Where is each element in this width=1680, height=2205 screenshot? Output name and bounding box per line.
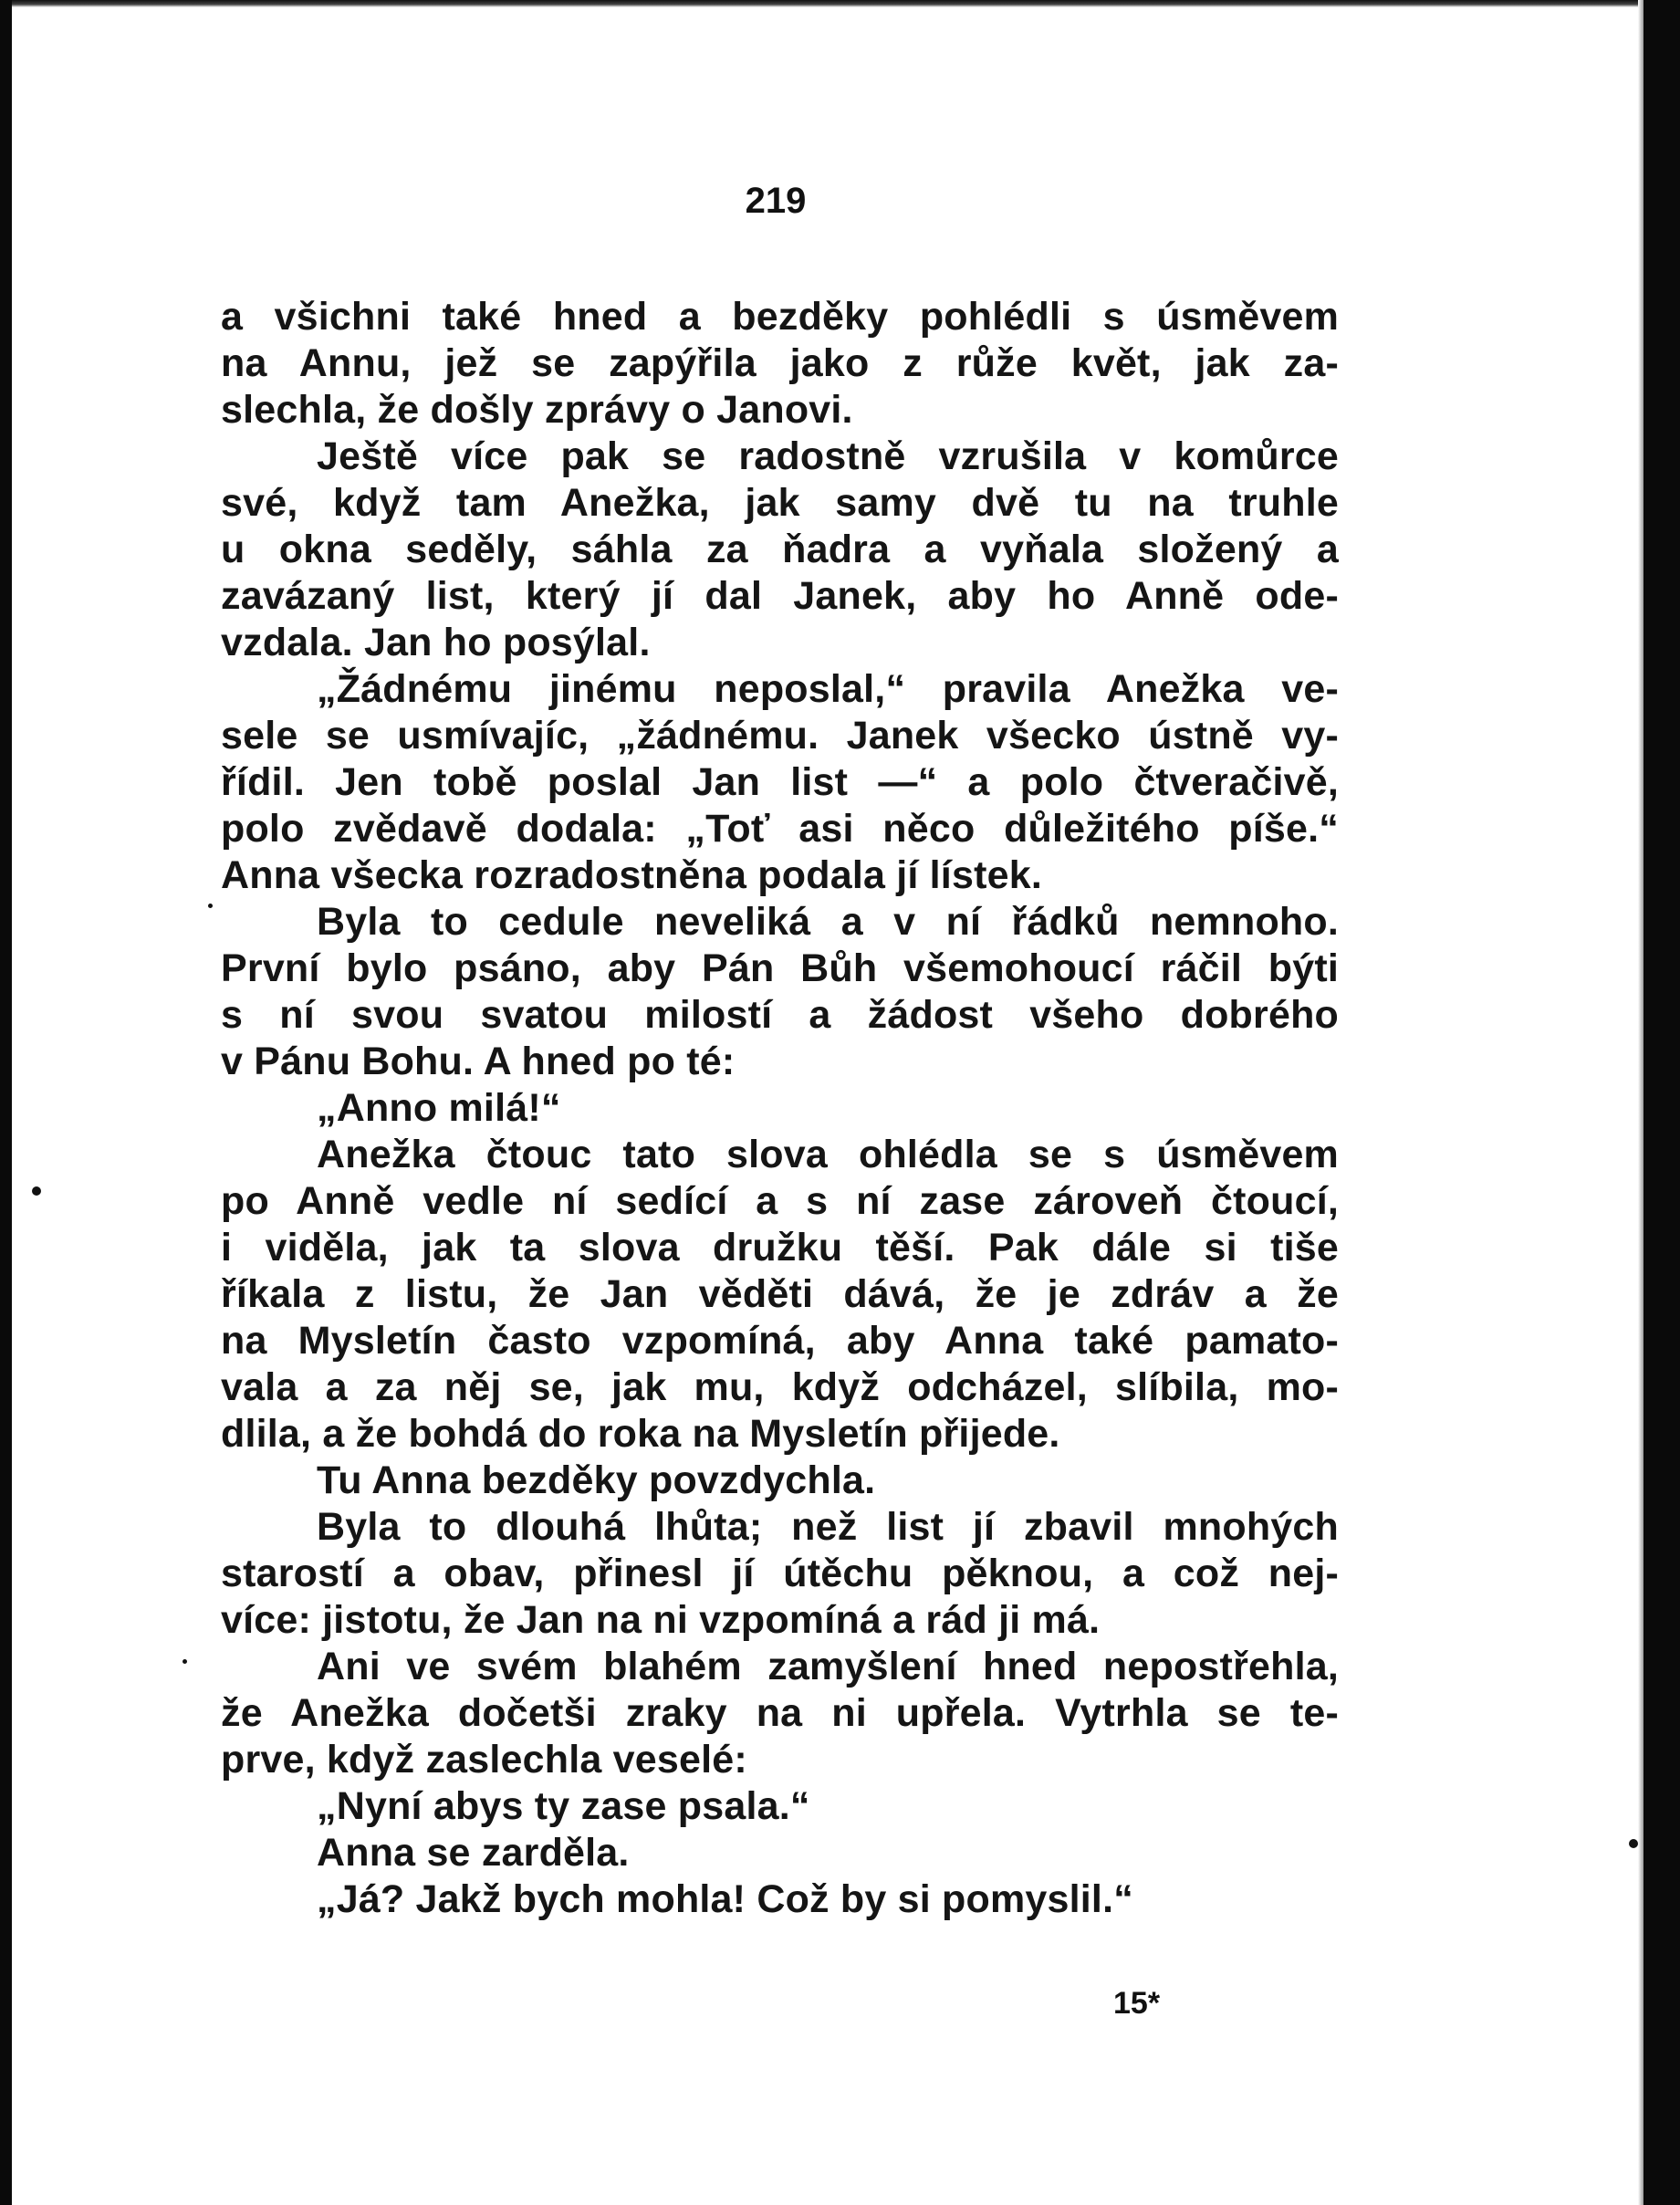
text-line: prve, když zaslechla veselé: — [221, 1738, 747, 1782]
text-line: řídil. Jen tobě poslal Jan list —“ a polo čtveračivě, — [221, 760, 1339, 804]
text-line: své, když tam Anežka, jak samy dvě tu na truhle — [221, 481, 1339, 525]
text-line: Tu Anna bezděky povzdychla. — [317, 1458, 876, 1502]
text-line: „Nyní abys ty zase psala.“ — [317, 1784, 810, 1828]
text-line: starostí a obav, přinesl jí útěchu pěknou, a což nej- — [221, 1552, 1339, 1595]
text-line: více: jistotu, že Jan na ni vzpomíná a rád ji má. — [221, 1598, 1101, 1642]
text-line: v Pánu Bohu. A hned po té: — [221, 1040, 736, 1083]
body-text — [221, 294, 1339, 1923]
text-line: dlila, a že bohdá do roka na Mysletín přijede. — [221, 1412, 1060, 1456]
text-line: Ještě více pak se radostně vzrušila v komůrce — [317, 434, 1339, 478]
page-number: 219 — [745, 181, 807, 221]
text-line: s ní svou svatou milostí a žádost všeho dobrého — [221, 993, 1339, 1037]
scan-speck — [1629, 1839, 1638, 1848]
text-line: říkala z listu, že Jan věděti dává, že je zdráv a že — [221, 1272, 1339, 1316]
text-line: i viděla, jak ta slova družku těší. Pak dále si tiše — [221, 1226, 1339, 1270]
text-line: Anežka čtouc tato slova ohlédla se s úsměvem — [317, 1133, 1339, 1176]
text-line: První bylo psáno, aby Pán Bůh všemohoucí ráčil býti — [221, 946, 1339, 990]
text-line: Byla to cedule neveliká a v ní řádků nemnoho. — [317, 900, 1339, 944]
text-line: Anna všecka rozradostněna podala jí lístek. — [221, 853, 1042, 897]
text-line: vala a za něj se, jak mu, když odcházel, slíbila, mo- — [221, 1365, 1339, 1409]
text-line: „Žádnému jinému neposlal,“ pravila Anežka ve- — [317, 667, 1339, 711]
scan-top-edge — [0, 0, 1680, 7]
text-line: slechla, že došly zprávy o Janovi. — [221, 388, 853, 432]
text-line: vzdala. Jan ho posýlal. — [221, 621, 651, 664]
text-line: Anna se zarděla. — [317, 1831, 630, 1875]
text-line: „Já? Jakž bych mohla! Což by si pomyslil.“ — [317, 1877, 1133, 1921]
signature-mark: 15* — [1113, 1986, 1161, 2021]
text-line: u okna seděly, sáhla za ňadra a vyňala složený a — [221, 528, 1339, 571]
text-line: že Anežka dočetši zraky na ni upřela. Vytrhla se te- — [221, 1691, 1339, 1735]
text-line: „Anno milá!“ — [317, 1086, 561, 1130]
text-line: polo zvědavě dodala: „Toť asi něco důležitého píše.“ — [221, 807, 1339, 851]
text-line: Byla to dlouhá lhůta; než list jí zbavil mnohých — [317, 1505, 1339, 1549]
text-line: zavázaný list, který jí dal Janek, aby ho Anně ode- — [221, 574, 1339, 618]
text-line: na Mysletín často vzpomíná, aby Anna také pamato- — [221, 1319, 1339, 1363]
scan-speck — [208, 904, 213, 908]
text-line: sele se usmívajíc, „žádnému. Janek všecko ústně vy- — [221, 714, 1339, 758]
scan-speck — [183, 1659, 187, 1664]
scan-left-edge — [0, 0, 12, 2205]
scan-right-edge — [1643, 0, 1680, 2205]
text-line: po Anně vedle ní sedící a s ní zase zároveň čtoucí, — [221, 1179, 1339, 1223]
scan-speck — [32, 1186, 41, 1196]
text-line: na Annu, jež se zapýřila jako z růže květ, jak za- — [221, 341, 1339, 385]
text-line: Ani ve svém blahém zamyšlení hned nepostřehla, — [317, 1645, 1339, 1688]
text-line: a všichni také hned a bezděky pohlédli s úsměvem — [221, 295, 1339, 339]
